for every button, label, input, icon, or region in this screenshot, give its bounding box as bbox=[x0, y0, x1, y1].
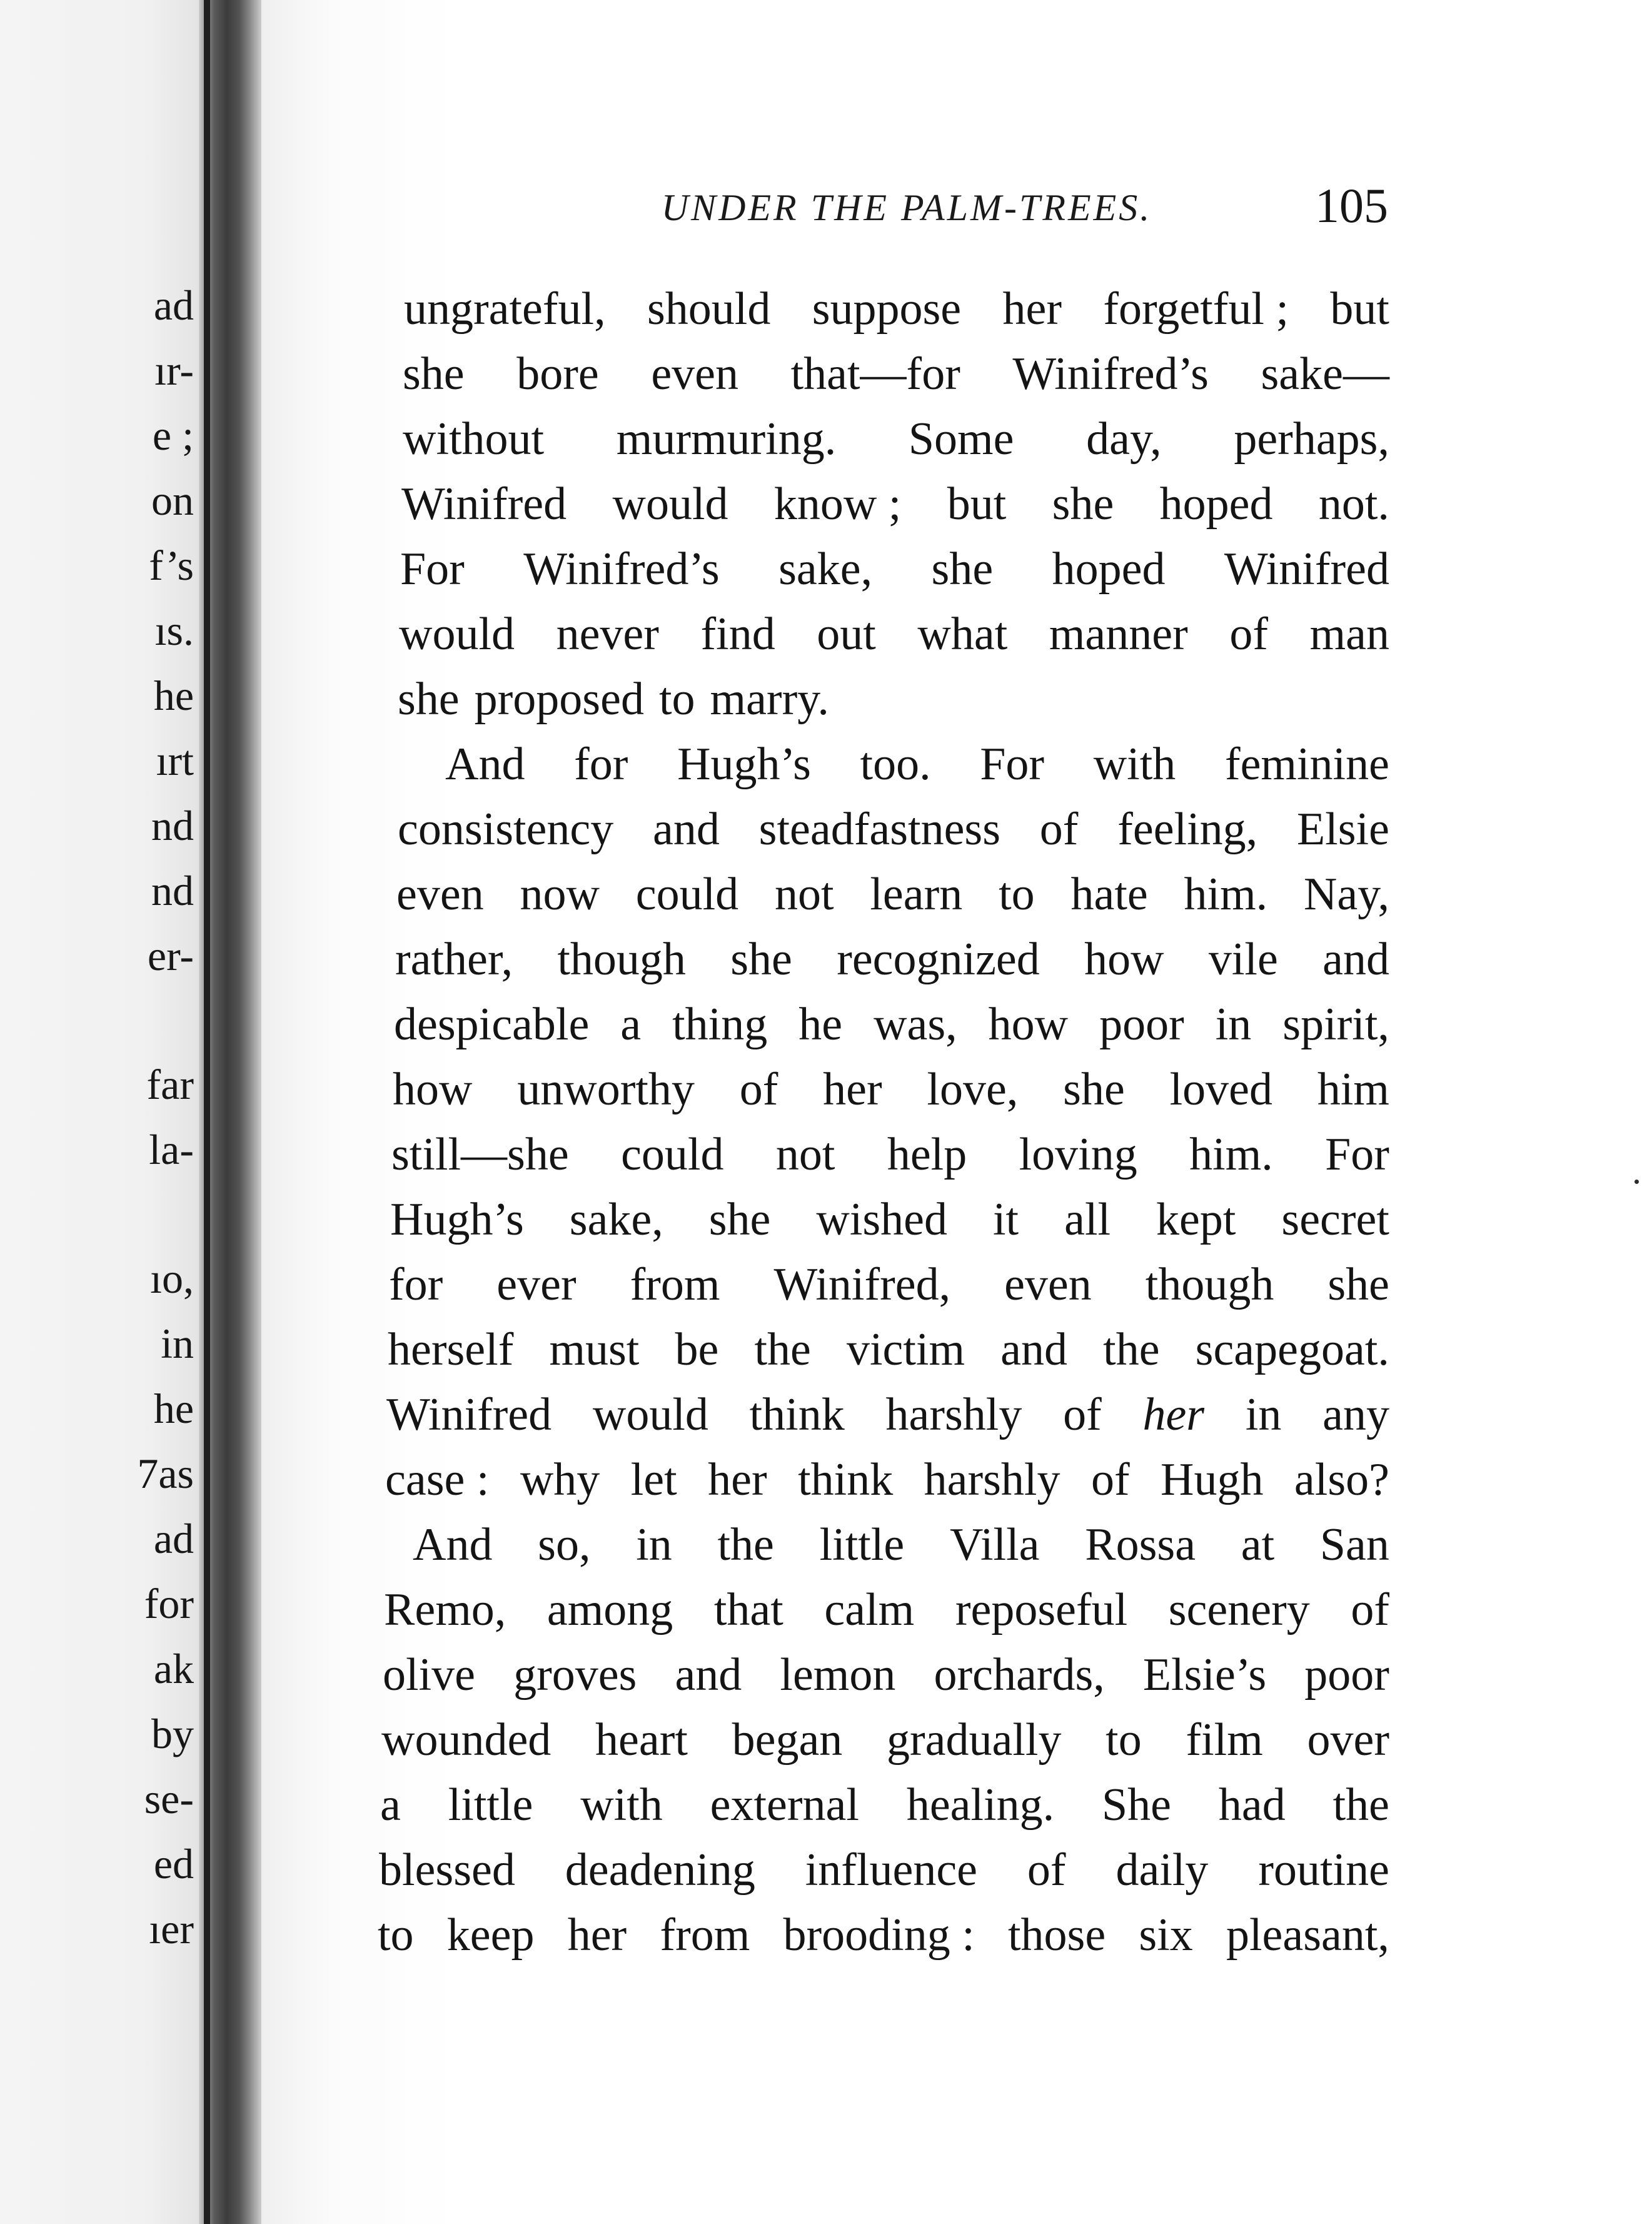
left-page-fragment: nd bbox=[151, 802, 194, 849]
left-page-fragment: nd bbox=[151, 867, 194, 914]
text-line bbox=[389, 1253, 1389, 1316]
word: how bbox=[393, 1064, 473, 1115]
word: feminine bbox=[1224, 739, 1389, 790]
word: suppose bbox=[812, 283, 962, 335]
word: of bbox=[1039, 804, 1079, 855]
left-page-fragment: in bbox=[161, 1320, 194, 1367]
word: but bbox=[1330, 283, 1389, 335]
text-line bbox=[398, 798, 1389, 861]
word: poor bbox=[1304, 1649, 1389, 1701]
word: never bbox=[556, 609, 659, 660]
word: Nay, bbox=[1303, 869, 1389, 920]
word: lemon bbox=[780, 1649, 896, 1701]
word: him. bbox=[1184, 869, 1268, 920]
word: herself bbox=[388, 1324, 514, 1375]
word: from bbox=[660, 1909, 750, 1961]
word: that bbox=[713, 1584, 783, 1635]
word: Villa bbox=[949, 1519, 1040, 1570]
word: feeling, bbox=[1117, 804, 1258, 855]
word: scapegoat. bbox=[1195, 1324, 1389, 1375]
word: not bbox=[775, 869, 834, 920]
text-line bbox=[390, 1188, 1389, 1251]
word: harshly bbox=[885, 1389, 1022, 1440]
word: external bbox=[710, 1779, 859, 1831]
word: over bbox=[1307, 1714, 1389, 1766]
text-line bbox=[383, 1644, 1389, 1706]
word: but bbox=[947, 478, 1007, 530]
text-line bbox=[403, 408, 1389, 470]
word: in bbox=[1245, 1389, 1282, 1440]
text-line bbox=[386, 1383, 1389, 1446]
text-line bbox=[395, 928, 1389, 991]
word: ever bbox=[496, 1259, 577, 1310]
word: for bbox=[574, 739, 628, 790]
word: forgetful ; bbox=[1103, 283, 1289, 335]
word: all bbox=[1064, 1194, 1111, 1245]
word: ungrateful, bbox=[404, 283, 606, 335]
word: day, bbox=[1086, 413, 1162, 465]
word: love, bbox=[927, 1064, 1019, 1115]
word: brooding : bbox=[783, 1909, 975, 1961]
left-page-fragment: he bbox=[153, 1385, 194, 1432]
word: perhaps, bbox=[1234, 413, 1389, 465]
word: she bbox=[1052, 478, 1114, 530]
word: and bbox=[675, 1649, 742, 1701]
running-title: UNDER THE PALM-TREES. bbox=[661, 187, 1152, 228]
left-page-fragment: ır- bbox=[154, 346, 194, 394]
word: how bbox=[988, 999, 1069, 1050]
word: also? bbox=[1294, 1454, 1389, 1505]
word: wished bbox=[816, 1194, 948, 1245]
text-line bbox=[393, 1058, 1389, 1121]
word: began bbox=[732, 1714, 843, 1766]
word: even bbox=[651, 348, 739, 400]
word: still—she bbox=[391, 1129, 569, 1180]
word: that—for bbox=[790, 348, 960, 400]
word: six bbox=[1139, 1909, 1193, 1961]
word: why bbox=[520, 1454, 600, 1505]
word: thing bbox=[672, 999, 768, 1050]
word: recognized bbox=[837, 934, 1040, 985]
word: could bbox=[635, 869, 739, 920]
left-page-fragment: by bbox=[151, 1710, 194, 1757]
word: calm bbox=[824, 1584, 915, 1635]
word: would bbox=[612, 478, 728, 530]
left-page-fragment: he bbox=[153, 672, 194, 719]
word: For bbox=[400, 543, 465, 595]
word: of bbox=[739, 1064, 778, 1115]
word: for bbox=[389, 1259, 443, 1310]
word: with bbox=[1093, 739, 1176, 790]
word: sake— bbox=[1261, 348, 1389, 400]
word: pleasant, bbox=[1226, 1909, 1389, 1961]
word: though bbox=[557, 934, 686, 985]
word: Winifred bbox=[386, 1389, 552, 1440]
word: to bbox=[999, 869, 1035, 920]
word: a bbox=[380, 1779, 401, 1831]
word: despicable bbox=[394, 999, 590, 1050]
word: little bbox=[819, 1519, 905, 1570]
word: the bbox=[717, 1519, 774, 1570]
word: vile bbox=[1208, 934, 1278, 985]
word: Hugh’s bbox=[677, 739, 811, 790]
left-page-fragment: ıer bbox=[149, 1905, 194, 1953]
word: scenery bbox=[1168, 1584, 1310, 1635]
word: of bbox=[1351, 1584, 1389, 1635]
left-page-fragment: ıs. bbox=[154, 607, 194, 654]
word: of bbox=[1090, 1454, 1130, 1505]
word: hoped bbox=[1159, 478, 1273, 530]
word: he bbox=[798, 999, 843, 1050]
word: proposed bbox=[474, 674, 644, 725]
word: to bbox=[378, 1909, 414, 1961]
word: even bbox=[1004, 1259, 1092, 1310]
word: deadening bbox=[565, 1844, 755, 1896]
word: to bbox=[1106, 1714, 1142, 1766]
text-line bbox=[398, 668, 1389, 730]
word: let bbox=[630, 1454, 677, 1505]
text-line bbox=[396, 863, 1389, 926]
word: without bbox=[403, 413, 545, 465]
word: those bbox=[1007, 1909, 1106, 1961]
word: harshly bbox=[924, 1454, 1060, 1505]
left-page-fragment: er- bbox=[147, 932, 194, 979]
word: in bbox=[1215, 999, 1252, 1050]
word: reposeful bbox=[955, 1584, 1128, 1635]
word: in bbox=[636, 1519, 672, 1570]
word: victim bbox=[846, 1324, 965, 1375]
word: Elsie bbox=[1296, 804, 1389, 855]
word: had bbox=[1218, 1779, 1286, 1831]
left-page-fragment: ad bbox=[153, 281, 194, 329]
word: be bbox=[675, 1324, 719, 1375]
text-line bbox=[391, 1123, 1389, 1186]
left-page-fragment: ıo, bbox=[150, 1255, 194, 1302]
word: rather, bbox=[395, 934, 513, 985]
word: loved bbox=[1169, 1064, 1273, 1115]
left-page-fragment: for bbox=[144, 1580, 194, 1627]
word: poor bbox=[1099, 999, 1184, 1050]
word: would bbox=[399, 609, 515, 660]
left-page-fragment: e ; bbox=[152, 412, 194, 459]
word: out bbox=[817, 609, 876, 660]
word: not. bbox=[1318, 478, 1389, 530]
word: Rossa bbox=[1085, 1519, 1196, 1570]
word: hate bbox=[1070, 869, 1148, 920]
word: For bbox=[980, 739, 1045, 790]
word: him bbox=[1317, 1064, 1389, 1115]
text-line bbox=[403, 343, 1389, 405]
word: know ; bbox=[773, 478, 902, 530]
word: olive bbox=[383, 1649, 475, 1701]
text-line bbox=[399, 603, 1389, 665]
word: she bbox=[708, 1194, 771, 1245]
word: sake, bbox=[778, 543, 873, 595]
word: though bbox=[1145, 1259, 1274, 1310]
word: influence bbox=[805, 1844, 978, 1896]
word: find bbox=[700, 609, 775, 660]
word: could bbox=[621, 1129, 724, 1180]
word: of bbox=[1063, 1389, 1102, 1440]
text-line bbox=[413, 1514, 1389, 1576]
word: so, bbox=[538, 1519, 591, 1570]
word: Winifred’s bbox=[1012, 348, 1209, 400]
word: Remo, bbox=[384, 1584, 506, 1635]
word: marry. bbox=[710, 674, 829, 725]
word: man bbox=[1309, 609, 1389, 660]
word: think bbox=[749, 1389, 845, 1440]
word: daily bbox=[1116, 1844, 1209, 1896]
left-page-fragment: ad bbox=[153, 1515, 194, 1562]
word: healing. bbox=[906, 1779, 1055, 1831]
left-page-fragment: la- bbox=[149, 1126, 194, 1173]
word: manner bbox=[1049, 609, 1188, 660]
text-line bbox=[381, 1709, 1389, 1771]
text-line bbox=[400, 538, 1389, 600]
text-line bbox=[404, 278, 1389, 340]
scan-speck bbox=[1634, 1180, 1639, 1184]
word: Winifred’s bbox=[523, 543, 720, 595]
word: And bbox=[413, 1519, 493, 1570]
text-line bbox=[380, 1774, 1389, 1836]
word: keep bbox=[446, 1909, 535, 1961]
text-line bbox=[379, 1839, 1389, 1901]
word: film bbox=[1186, 1714, 1263, 1766]
text-line bbox=[378, 1904, 1389, 1966]
word: of bbox=[1229, 609, 1268, 660]
word: orchards, bbox=[934, 1649, 1105, 1701]
text-line bbox=[401, 473, 1389, 535]
text-line bbox=[388, 1318, 1389, 1381]
word: For bbox=[1325, 1129, 1389, 1180]
word: she bbox=[1063, 1064, 1125, 1115]
word: her bbox=[823, 1064, 882, 1115]
word: and bbox=[1000, 1324, 1068, 1375]
word: she bbox=[931, 543, 994, 595]
left-page-fragment: 7as bbox=[137, 1450, 194, 1497]
page-number: 105 bbox=[1315, 178, 1388, 233]
word: and bbox=[653, 804, 720, 855]
word: she bbox=[403, 348, 465, 400]
text-line bbox=[445, 733, 1389, 796]
word: and bbox=[1322, 934, 1389, 985]
word: Hugh bbox=[1161, 1454, 1264, 1505]
word: now bbox=[520, 869, 600, 920]
word: Elsie’s bbox=[1142, 1649, 1267, 1701]
word: with bbox=[580, 1779, 663, 1831]
word: San bbox=[1319, 1519, 1389, 1570]
word: any bbox=[1322, 1389, 1389, 1440]
word: consistency bbox=[398, 804, 614, 855]
word: how bbox=[1084, 934, 1164, 985]
word: little bbox=[448, 1779, 533, 1831]
left-page-fragment: se- bbox=[144, 1775, 194, 1822]
word: her bbox=[567, 1909, 627, 1961]
left-page-fragment: far bbox=[146, 1061, 194, 1108]
word: blessed bbox=[379, 1844, 515, 1896]
word: the bbox=[754, 1324, 811, 1375]
word: too. bbox=[860, 739, 931, 790]
word: heart bbox=[595, 1714, 688, 1766]
italic-word: her bbox=[1142, 1389, 1205, 1440]
word: unworthy bbox=[517, 1064, 695, 1115]
word: hoped bbox=[1052, 543, 1166, 595]
word: she bbox=[398, 674, 460, 725]
word: bore bbox=[516, 348, 599, 400]
word: her bbox=[708, 1454, 767, 1505]
word: she bbox=[1327, 1259, 1389, 1310]
left-page-fragment: ed bbox=[153, 1840, 194, 1888]
text-line bbox=[394, 993, 1389, 1056]
word: what bbox=[917, 609, 1008, 660]
word: the bbox=[1332, 1779, 1389, 1831]
word: secret bbox=[1281, 1194, 1389, 1245]
word: learn bbox=[870, 869, 963, 920]
word: sake, bbox=[569, 1194, 663, 1245]
word: And bbox=[445, 739, 525, 790]
word: she bbox=[730, 934, 792, 985]
text-line bbox=[385, 1448, 1389, 1511]
word: would bbox=[592, 1389, 708, 1440]
word: think bbox=[798, 1454, 894, 1505]
word: not bbox=[775, 1129, 835, 1180]
word: Winifred bbox=[1224, 543, 1389, 595]
word: kept bbox=[1156, 1194, 1236, 1245]
word: gradually bbox=[887, 1714, 1062, 1766]
word: even bbox=[396, 869, 484, 920]
word: at bbox=[1241, 1519, 1275, 1570]
word: was, bbox=[874, 999, 957, 1050]
word: should bbox=[647, 283, 771, 335]
word: it bbox=[993, 1194, 1019, 1245]
text-line bbox=[384, 1579, 1389, 1641]
word: murmuring. bbox=[616, 413, 837, 465]
word: him. bbox=[1189, 1129, 1273, 1180]
word: Winifred, bbox=[773, 1259, 951, 1310]
word: case : bbox=[385, 1454, 490, 1505]
word: routine bbox=[1258, 1844, 1389, 1896]
word: the bbox=[1103, 1324, 1160, 1375]
word: her bbox=[1002, 283, 1062, 335]
left-page-fragment: ak bbox=[153, 1645, 194, 1692]
word: Winifred bbox=[401, 478, 567, 530]
word: loving bbox=[1019, 1129, 1137, 1180]
word: Some bbox=[908, 413, 1014, 465]
word: a bbox=[620, 999, 642, 1050]
left-page-fragment: f’s bbox=[149, 542, 194, 589]
left-page-fragment: ırt bbox=[156, 737, 194, 784]
word: groves bbox=[513, 1649, 637, 1701]
word: spirit, bbox=[1282, 999, 1389, 1050]
word: Hugh’s bbox=[390, 1194, 524, 1245]
word: of bbox=[1027, 1844, 1066, 1896]
word: steadfastness bbox=[758, 804, 1001, 855]
word: She bbox=[1101, 1779, 1171, 1831]
word: from bbox=[630, 1259, 720, 1310]
word: among bbox=[546, 1584, 673, 1635]
left-page-fragment: on bbox=[151, 477, 194, 524]
word: wounded bbox=[381, 1714, 552, 1766]
word: help bbox=[887, 1129, 967, 1180]
word: to bbox=[658, 674, 695, 725]
word: must bbox=[549, 1324, 640, 1375]
